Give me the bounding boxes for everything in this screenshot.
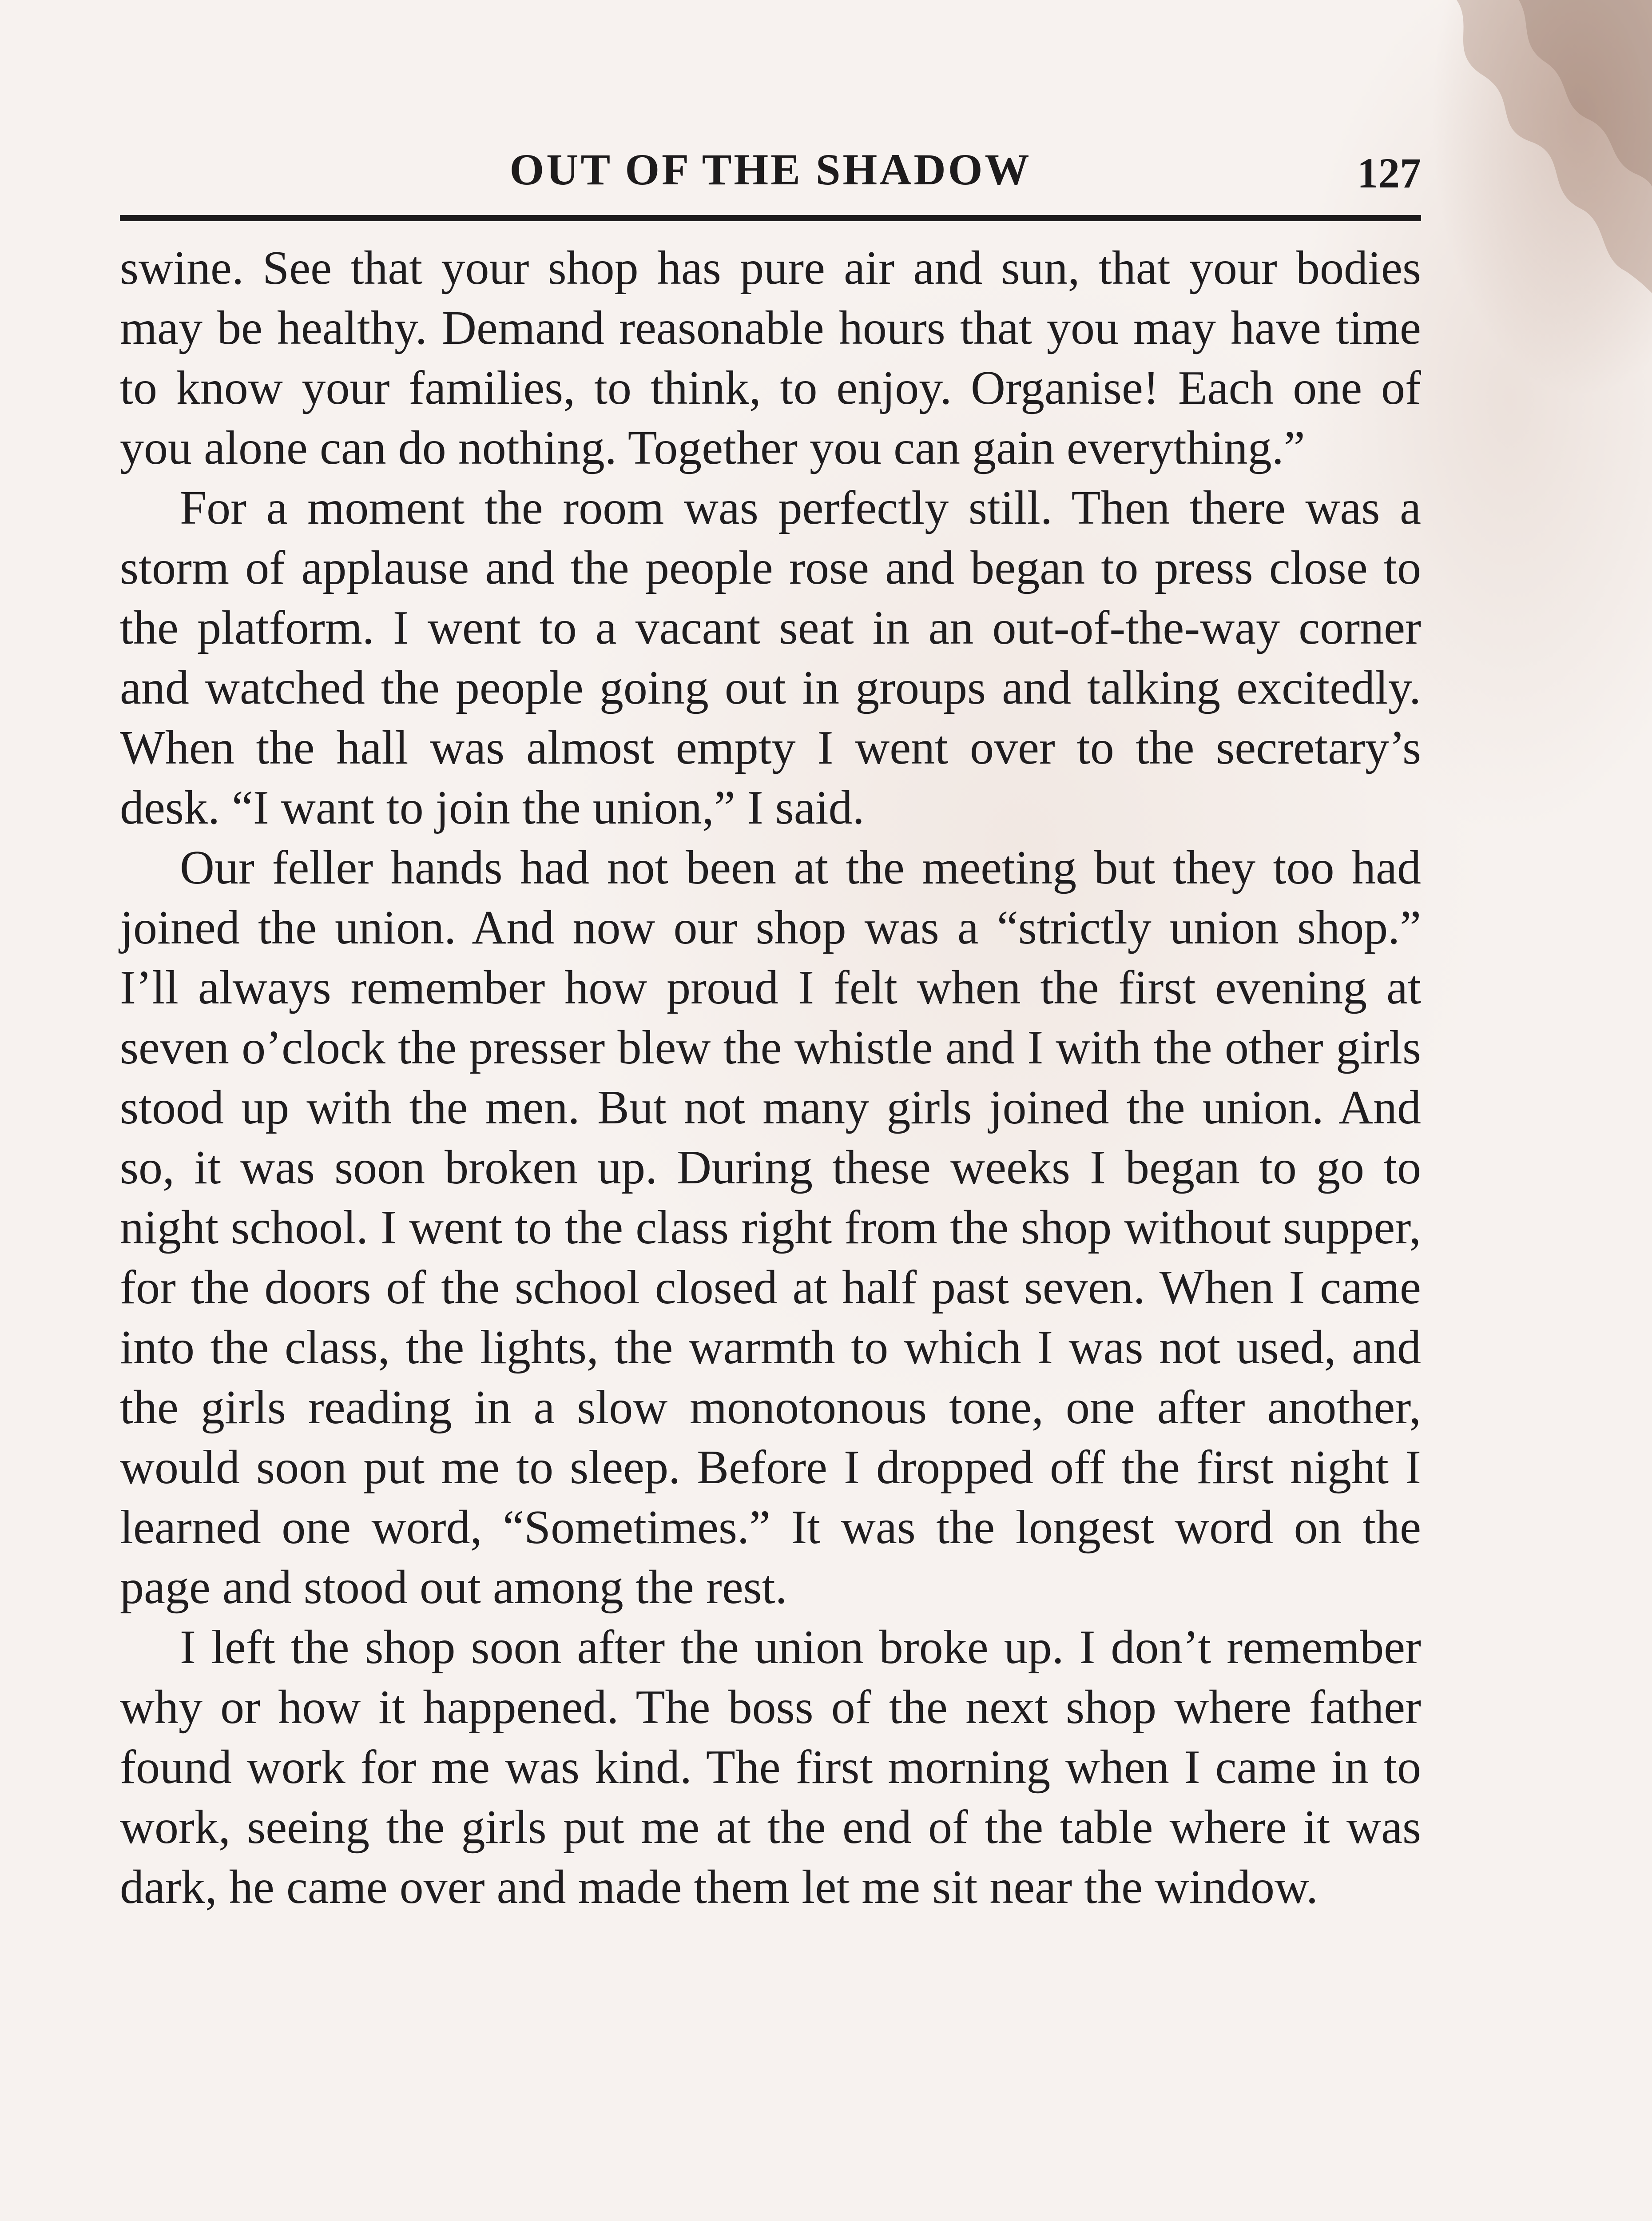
- body-text: [120, 238, 1421, 1917]
- paragraph: I left the shop soon after the union broke up. I don’t remember why or how it happened. The boss of the next shop where father found work for me was kind. The first morning when I came in to work, seeing the girls put me at the end of the table where it was dark, he came over and made them let me sit near the window.: [120, 1621, 1421, 1914]
- paragraph-continued: swine. See that your shop has pure air and sun, that your bodies may be healthy. Demand reasonable hours that you may have time to know your families, to think, to enjoy. Organise! Each one of you alone can do nothing. Together you can gain everything.”: [120, 242, 1421, 474]
- header-rule: [120, 215, 1421, 221]
- running-title: OUT OF THE SHADOW: [509, 145, 1032, 194]
- running-head: [120, 133, 1421, 218]
- paragraph: For a moment the room was perfectly still. Then there was a storm of applause and the people rose and began to press close to the platform. I went to a vacant seat in an out-of-the-way corner and watched the people going out in groups and talking excitedly. When the hall was almost empty I went over to the secretary’s desk. “I want to join the union,” I said.: [120, 482, 1421, 834]
- paragraph: Our feller hands had not been at the meeting but they too had joined the union. And now our shop was a “strictly union shop.” I’ll always remember how proud I felt when the first evening at seven o’clock the presser blew the whistle and I with the other girls stood up with the men. But not many girls joined the union. And so, it was soon broken up. During these weeks I began to go to night school. I went to the class right from the shop without supper, for the doors of the school closed at half past seven. When I came into the class, the lights, the warmth to which I was not used, and the girls reading in a slow monotonous tone, one after another, would soon put me to sleep. Before I dropped off the first night I learned one word, “Sometimes.” It was the longest word on the page and stood out among the rest.: [120, 841, 1421, 1614]
- page-number: 127: [1357, 149, 1421, 197]
